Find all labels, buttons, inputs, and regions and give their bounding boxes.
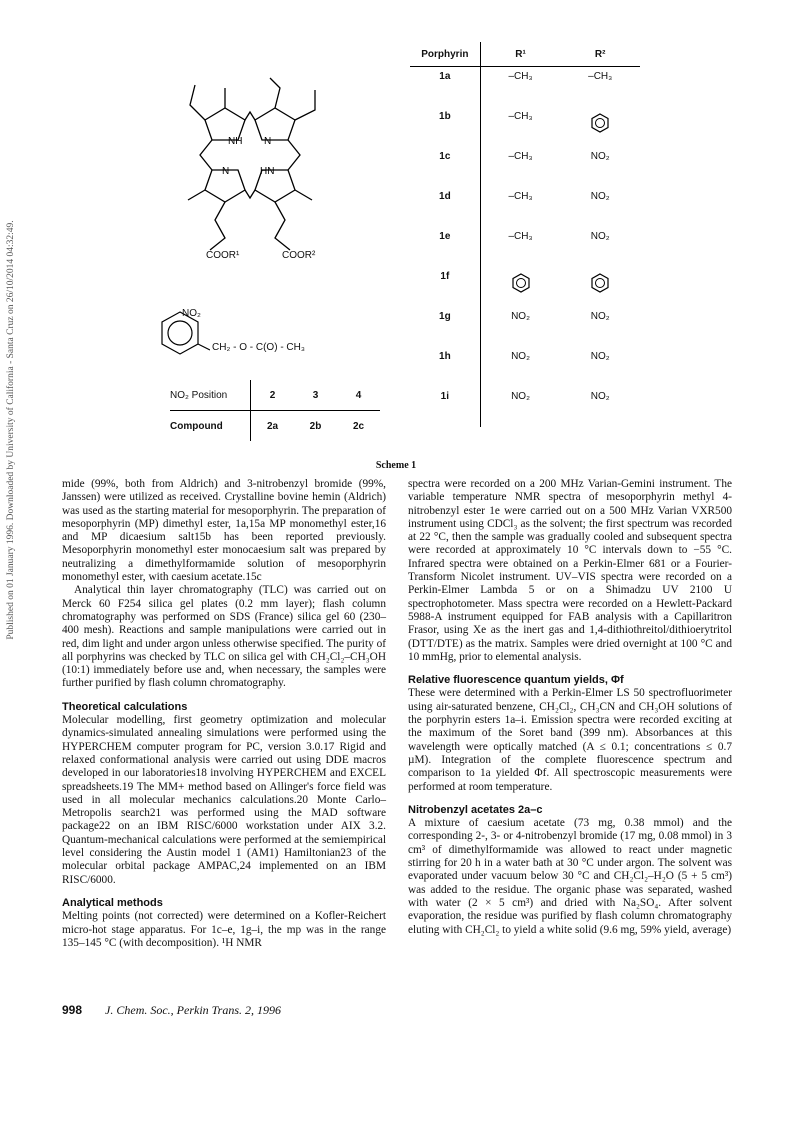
porphyrin-row (410, 307, 640, 347)
paragraph: Melting points (not corrected) were determined on a Kofler-Reichert micro-hot stage apparatus. For 1c–e, 1g–i, the mp was in the range 135–145 °C (with decomposition). ¹H NMR (62, 910, 386, 949)
r2-value: NO₂ (590, 351, 610, 362)
position-cell: 3 (312, 389, 319, 401)
compound-cell: 2a (266, 420, 279, 432)
journal-citation: J. Chem. Soc., Perkin Trans. 2, 1996 (105, 1003, 282, 1017)
paragraph: These were determined with a Perkin-Elmer LS 50 spectrofluorimeter using air-saturated benzene, CH₂Cl₂, CH₃CN and CH₃OH solutions of the porphyrin esters 1a–i. Emission spectra were recorded exciting at the maximum of the Soret band (399 nm). Absorbances at this wavelength were optically matched (A ≤ 0.1; concentrations ≤ 0.7 µM). Integration of the complete fluorescence spectrum and comparison to 1a yielded Φf. All spectroscopic measurements were performed at room temperature. (408, 687, 732, 793)
position-cell: 4 (355, 389, 362, 401)
nitro-chain: CH₂ - O - C(O) - CH₃ (212, 342, 305, 353)
svg-text:NH: NH (228, 136, 243, 147)
r1-phenyl (481, 267, 561, 298)
svg-text:N: N (222, 166, 230, 177)
r2-value: NO₂ (590, 231, 610, 242)
download-notice (2, 120, 20, 740)
compound-cell: 2b (309, 420, 322, 432)
svg-text:N: N (264, 136, 272, 147)
position-table (170, 380, 380, 441)
section-heading: Theoretical calculations (62, 700, 188, 713)
section-heading: Nitrobenzyl acetates 2a–c (408, 803, 543, 816)
page-number: 998 (62, 1003, 83, 1017)
position-label: NO₂ Position (170, 389, 228, 401)
porphyrin-id: 1h (410, 347, 481, 387)
r2-phenyl (560, 267, 640, 298)
section-heading: Analytical methods (62, 896, 163, 909)
r2-phenyl (560, 107, 640, 138)
r1-value: NO₂ (511, 351, 530, 362)
porphyrin-row (410, 107, 640, 147)
r1-value: –CH₃ (508, 151, 533, 162)
paragraph: Analytical thin layer chromatography (TLC) was carried out on Merck 60 F254 silica gel plates (0.2 mm layer); flash column chromatography was performed on SDS (France) silica gel 60 (230–400 mesh). Reactions and sample manipulations were carried out in red, dim light and under argon unless otherwise specified. The purity of all porphyrins was checked by TLC on silica gel with CH₂Cl₂–CH₃OH (10:1) immediately before use and, when necessary, the samples were further purified by flash column chromatography. (62, 584, 386, 690)
header-r2: R² (594, 48, 606, 60)
nitro-label: NO₂ (182, 308, 201, 319)
position-row (170, 380, 380, 410)
r2-value: NO₂ (590, 151, 610, 162)
r2-value: NO₂ (590, 191, 610, 202)
r2-value: NO₂ (590, 311, 610, 322)
paragraph: Molecular modelling, first geometry optimization and molecular dynamics-simulated annealing simulations were performed using the HYPERCHEM computer program for PC, version 3.0.17 Rigid and relaxed conformational analysis were carried out using DDE macros developed in our laboratories18 involving HYPERCHEM and EXCEL spreadsheets.19 The MM+ method based on Allinger's force field was used in all molecular mechanics calculations.20 Monte Carlo–Metropolis search21 was performed using the MAD software package22 on an IBM RISC/6000 workstation under AIX 3.2. Quantum-mechanical calculations were performed at the semiempirical level considering the Austin model 1 (AM1) Hamiltonian23 of the molecular orbital package AMPAC,24 implemented on an IBM RISC/6000. (62, 714, 386, 886)
r1-value: –CH₃ (508, 231, 533, 242)
right-column (408, 478, 732, 937)
nitrobenzyl-structure (150, 300, 210, 370)
porphyrin-structure (150, 60, 350, 260)
r2-value: NO₂ (590, 391, 610, 402)
porphyrin-table (410, 42, 640, 427)
svg-text:HN: HN (260, 166, 275, 177)
porphyrin-id: 1i (410, 387, 481, 427)
r1-value: –CH₃ (508, 111, 533, 122)
coor1-label: COOR¹ (206, 250, 240, 261)
porphyrin-id: 1f (410, 267, 481, 307)
porphyrin-id: 1c (410, 147, 481, 187)
porphyrin-id: 1b (410, 107, 481, 147)
compound-cell: 2c (352, 420, 365, 432)
r1-value: NO₂ (511, 311, 530, 322)
compound-label: Compound (170, 420, 223, 432)
porphyrin-row (410, 267, 640, 307)
scheme-caption: Scheme 1 (375, 460, 417, 471)
porphyrin-row (410, 67, 640, 107)
left-column (62, 478, 386, 950)
porphyrin-row (410, 187, 640, 227)
porphyrin-id: 1e (410, 227, 481, 267)
section-heading: Relative fluorescence quantum yields, Φf (408, 674, 624, 687)
r1-value: NO₂ (511, 391, 530, 402)
r2-value: –CH₃ (588, 71, 613, 82)
coor2-label: COOR² (282, 250, 316, 261)
download-notice-text: Published on 01 January 1996. Downloaded by University of California - Santa Cruz on 26/10/2014 04:32:49. (6, 220, 16, 640)
position-cell: 2 (269, 389, 276, 401)
header-porphyrin: Porphyrin (410, 42, 481, 66)
porphyrin-table-header (410, 42, 640, 67)
compound-row (170, 411, 380, 441)
header-r1: R¹ (515, 48, 526, 60)
paragraph: spectra were recorded on a 200 MHz Varian-Gemini instrument. The variable temperature NMR spectra of mesoporphyrin methyl 4-nitrobenzyl ester 1e were carried out on a 500 MHz Varian VXR500 instrument using CDCl₃ as the solvent; the first spectrum was recorded at 22 °C, then the sample was gradually cooled and subsequent spectra were recorded at approximately 10 °C intervals down to −55 °C. Infrared spectra were obtained on a Perkin-Elmer 681 or a Fourier-Transform Nicolet instrument. UV–VIS spectra were recorded on a Perkin-Elmer Lambda 5 or on a Shimadzu UV 2100 U spectrophotometer. Mass spectra were recorded on a Hewlett-Packard 5988-A instrument equipped for FAB analysis with a Capillaritron Frasor, using Xe as the inert gas and 1,4-dithiothreitol/dithioerytritol (DTT/DTE) as the matrix. Samples were dried overnight at 100 °C and 10 mmHg, prior to elemental analysis. (408, 478, 732, 663)
porphyrin-row (410, 147, 640, 187)
paragraph: A mixture of caesium acetate (73 mg, 0.38 mmol) and the corresponding 2-, 3- or 4-nitrobenzyl bromide (17 mg, 0.08 mmol) in 3 cm³ of dimethylformamide was allowed to react under magnetic stirring for 20 h in a water bath at 30 °C under argon. The solvent was evaporated under vacuum below 30 °C and CH₂Cl₂–H₂O (5 + 5 cm³) was added to the residue. The organic phase was separated, washed with water (2 × 5 cm³) and dried with Na₂SO₄. After solvent evaporation, the residue was purified by flash column chromatography eluting with CH₂Cl₂ to yield a white solid (9.6 mg, 59% yield, average) (408, 817, 732, 936)
r1-value: –CH₃ (508, 191, 533, 202)
r1-value: –CH₃ (508, 71, 533, 82)
porphyrin-id: 1a (410, 67, 481, 107)
porphyrin-row (410, 387, 640, 427)
page-footer (62, 1003, 281, 1018)
porphyrin-id: 1d (410, 187, 481, 227)
porphyrin-id: 1g (410, 307, 481, 347)
porphyrin-row (410, 347, 640, 387)
porphyrin-row (410, 227, 640, 267)
paragraph: mide (99%, both from Aldrich) and 3-nitrobenzyl bromide (99%, Janssen) were utilized as received. Crystalline bovine hemin (Aldrich) was used as the starting material for mesoporphyrin. The preparation of mesoporphyrin (MP) dimethyl ester, 1a,15a MP monomethyl ester,16 and MP dicaesium salt15b has been reported previously. Mesoporphyrin monomethyl ester monocaesium salt was prepared by neutralizing a dimethylformamide solution of mesoporphyrin monomethyl ester, with caesium acetate.15c (62, 478, 386, 584)
